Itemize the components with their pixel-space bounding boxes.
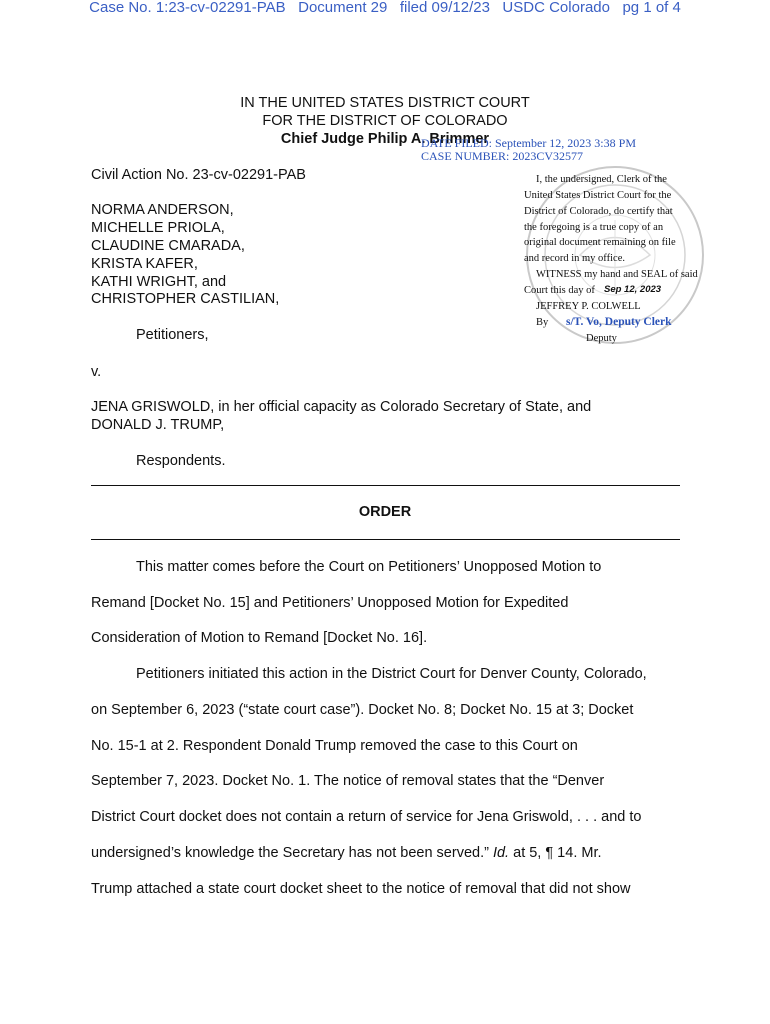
- respondent-name: JENA GRISWOLD, in her official capacity as Colorado Secretary of State, and: [91, 399, 592, 415]
- case-header: Case No. 1:23-cv-02291-PAB Document 29 filed 09/12/23 USDC Colorado pg 1 of 4: [89, 0, 681, 16]
- body-line: This matter comes before the Court on Petitioners’ Unopposed Motion to: [136, 559, 602, 575]
- petitioner-name: KATHI WRIGHT, and: [91, 274, 227, 290]
- body-line: Remand [Docket No. 15] and Petitioners’ Unopposed Motion for Expedited: [91, 595, 569, 611]
- petitioner-name: NORMA ANDERSON,: [91, 202, 234, 218]
- body-line: on September 6, 2023 (“state court case”). Docket No. 8; Docket No. 15 at 3; Docket: [91, 702, 634, 718]
- petitioner-name: KRISTA KAFER,: [91, 256, 198, 272]
- order-title: ORDER: [358, 504, 412, 520]
- respondents-label: Respondents.: [136, 453, 226, 469]
- cert-line: original document remaining on file: [524, 237, 676, 248]
- body-line: Consideration of Motion to Remand [Docket No. 16].: [91, 630, 428, 646]
- cert-line: the foregoing is a true copy of an: [524, 222, 664, 233]
- cert-date: Sep 12, 2023: [604, 284, 662, 295]
- civil-action-number: Civil Action No. 23-cv-02291-PAB: [91, 167, 306, 183]
- cert-line: United States District Court for the: [524, 190, 672, 201]
- petitioner-name: CLAUDINE CMARADA,: [91, 238, 245, 254]
- petitioner-name: MICHELLE PRIOLA,: [91, 220, 225, 236]
- court-district: FOR THE DISTRICT OF COLORADO: [262, 113, 508, 129]
- body-line: District Court docket does not contain a return of service for Jena Griswold, . . . and to: [91, 809, 642, 825]
- judge-name: Chief Judge Philip A. Brimmer: [280, 131, 490, 147]
- body-line: [91, 844, 602, 862]
- divider-top: [91, 485, 680, 486]
- body-line: No. 15-1 at 2. Respondent Donald Trump removed the case to this Court on: [91, 738, 578, 754]
- body-line-text: undersigned’s knowledge the Secretary has not been served.”: [91, 845, 489, 861]
- petitioners-label: Petitioners,: [136, 327, 209, 343]
- deputy-label: Deputy: [586, 333, 617, 344]
- cert-line: District of Colorado, do certify that: [524, 206, 673, 217]
- petitioner-name: CHRISTOPHER CASTILIAN,: [91, 291, 280, 307]
- versus-label: v.: [91, 364, 102, 380]
- deputy-signature: s/T. Vo, Deputy Clerk: [566, 316, 672, 328]
- id-citation: Id.: [492, 845, 510, 861]
- body-line-text: at 5, ¶ 14. Mr.: [513, 845, 602, 861]
- body-line: Petitioners initiated this action in the District Court for Denver County, Colorado,: [136, 666, 647, 682]
- cert-line: Court this day of: [524, 285, 595, 296]
- body-line: September 7, 2023. Docket No. 1. The notice of removal states that the “Denver: [91, 773, 605, 789]
- case-number-stamp: CASE NUMBER: 2023CV32577: [421, 149, 584, 163]
- cert-line: and record in my office.: [524, 253, 625, 264]
- by-label: By: [536, 317, 549, 328]
- court-name: IN THE UNITED STATES DISTRICT COURT: [240, 95, 530, 111]
- respondent-name: DONALD J. TRUMP,: [91, 417, 225, 433]
- cert-line: WITNESS my hand and SEAL of said: [536, 269, 698, 280]
- divider-bottom: [91, 539, 680, 540]
- cert-line: I, the undersigned, Clerk of the: [536, 174, 667, 185]
- body-line: Trump attached a state court docket sheet to the notice of removal that did not show: [91, 881, 631, 897]
- clerk-name: JEFFREY P. COLWELL: [536, 301, 641, 312]
- date-filed-stamp: DATE FILED: September 12, 2023 3:38 PM: [421, 136, 636, 150]
